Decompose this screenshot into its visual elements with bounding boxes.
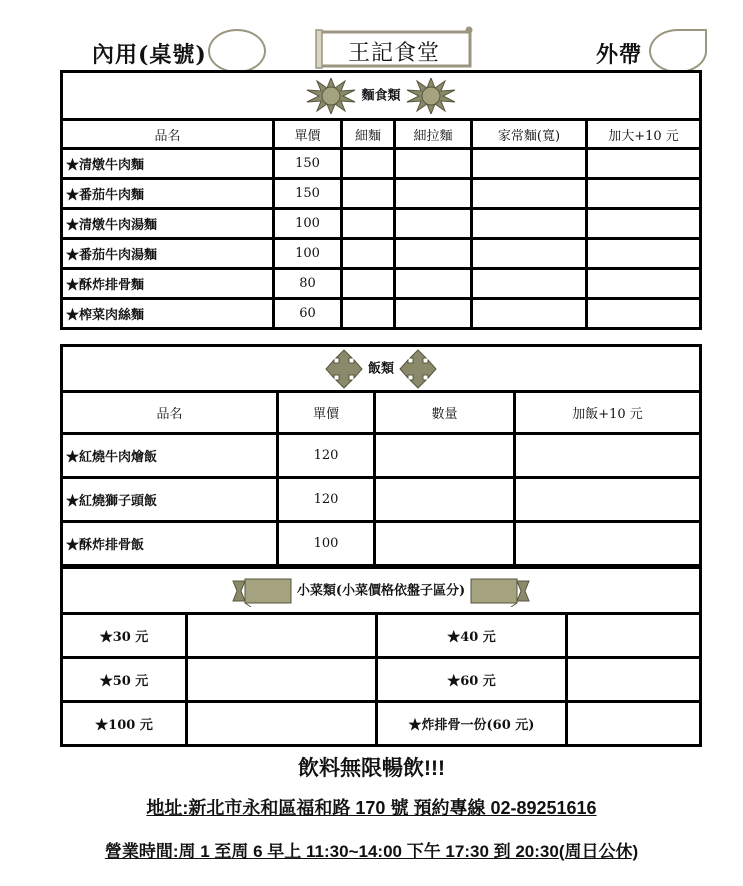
qty-cell[interactable] [587, 239, 701, 269]
noodles-section-header [62, 72, 701, 120]
qty-cell[interactable] [342, 179, 395, 209]
table-row [62, 179, 701, 209]
item-price: 100 [274, 209, 342, 239]
qty-cell[interactable] [395, 299, 472, 329]
rice-header-row [62, 392, 701, 434]
qty-cell[interactable] [472, 269, 587, 299]
qty-cell[interactable] [567, 614, 701, 658]
col-header-homestyle-noodle: 家常麵(寬) [472, 120, 587, 149]
item-price: 120 [278, 434, 375, 478]
col-header-thin-pulled-noodle: 細拉麵 [395, 120, 472, 149]
qty-cell[interactable] [515, 522, 701, 566]
qty-cell[interactable] [187, 702, 377, 746]
item-price: 100 [278, 522, 375, 566]
qty-cell[interactable] [472, 149, 587, 179]
col-header-price: 單價 [274, 120, 342, 149]
item-name: ★清燉牛肉湯麵 [62, 209, 274, 239]
table-row [62, 299, 701, 329]
address-line: 地址:新北市永和區福和路 170 號 預約專線 02-89251616 [146, 798, 597, 818]
qty-cell[interactable] [587, 299, 701, 329]
table-row [62, 149, 701, 179]
sides-section-header [62, 568, 701, 614]
item-name: ★紅燒牛肉燴飯 [62, 434, 278, 478]
qty-cell[interactable] [587, 209, 701, 239]
rice-table [60, 344, 702, 567]
qty-cell[interactable] [342, 209, 395, 239]
table-number-oval[interactable] [208, 29, 266, 73]
business-hours: 營業時間:周 1 至周 6 早上 11:30~14:00 下午 17:30 到 20:30(周日公休) [104, 842, 639, 861]
noodles-table [60, 70, 702, 330]
shop-name: 王記食堂 [347, 41, 440, 66]
col-header-name: 品名 [62, 392, 278, 434]
takeout-oval[interactable] [649, 29, 707, 73]
col-header-price: 單價 [278, 392, 375, 434]
diamond-ornament-icon [399, 349, 437, 389]
col-header-extra-rice: 加飯+10 元 [515, 392, 701, 434]
item-price: 100 [274, 239, 342, 269]
side-price-label: ★60 元 [377, 658, 567, 702]
takeout-label: 外帶 [596, 42, 643, 68]
item-price: 60 [274, 299, 342, 329]
qty-cell[interactable] [395, 209, 472, 239]
item-name: ★紅燒獅子頭飯 [62, 478, 278, 522]
col-header-quantity: 數量 [375, 392, 515, 434]
sun-ornament-icon [305, 78, 357, 114]
qty-cell[interactable] [395, 179, 472, 209]
item-price: 150 [274, 179, 342, 209]
col-header-thin-noodle: 細麵 [342, 120, 395, 149]
qty-cell[interactable] [515, 478, 701, 522]
qty-cell[interactable] [375, 434, 515, 478]
qty-cell[interactable] [395, 269, 472, 299]
qty-cell[interactable] [342, 269, 395, 299]
table-row [62, 522, 701, 566]
sides-section-title: 小菜類(小菜價格依盤子區分) [296, 583, 466, 598]
rice-section-header [62, 346, 701, 392]
table-row [62, 434, 701, 478]
dine-in-label: 內用(桌號) [92, 42, 207, 68]
table-row [62, 269, 701, 299]
qty-cell[interactable] [342, 149, 395, 179]
qty-cell[interactable] [515, 434, 701, 478]
side-price-label: ★30 元 [62, 614, 187, 658]
item-name: ★清燉牛肉麵 [62, 149, 274, 179]
qty-cell[interactable] [587, 149, 701, 179]
sides-table [60, 566, 702, 747]
item-name: ★番茄牛肉麵 [62, 179, 274, 209]
qty-cell[interactable] [472, 209, 587, 239]
qty-cell[interactable] [587, 269, 701, 299]
rice-section-title: 飯類 [367, 361, 394, 376]
item-name: ★榨菜肉絲麵 [62, 299, 274, 329]
table-row [62, 614, 701, 658]
ribbon-ornament-icon [469, 575, 531, 607]
side-price-label: ★100 元 [62, 702, 187, 746]
qty-cell[interactable] [375, 478, 515, 522]
qty-cell[interactable] [567, 702, 701, 746]
side-price-label: ★40 元 [377, 614, 567, 658]
noodles-header-row [62, 120, 701, 149]
qty-cell[interactable] [472, 299, 587, 329]
qty-cell[interactable] [587, 179, 701, 209]
qty-cell[interactable] [342, 299, 395, 329]
table-row [62, 209, 701, 239]
table-row [62, 702, 701, 746]
table-row [62, 478, 701, 522]
item-name: ★酥炸排骨麵 [62, 269, 274, 299]
item-price: 80 [274, 269, 342, 299]
item-price: 150 [274, 149, 342, 179]
side-price-label: ★50 元 [62, 658, 187, 702]
qty-cell[interactable] [567, 658, 701, 702]
qty-cell[interactable] [375, 522, 515, 566]
drinks-note: 飲料無限暢飲!!! [298, 757, 445, 780]
col-header-large-size: 加大+10 元 [587, 120, 701, 149]
qty-cell[interactable] [395, 239, 472, 269]
qty-cell[interactable] [342, 239, 395, 269]
qty-cell[interactable] [395, 149, 472, 179]
table-row [62, 658, 701, 702]
qty-cell[interactable] [472, 239, 587, 269]
side-price-label: ★炸排骨一份(60 元) [377, 702, 567, 746]
noodles-section-title: 麵食類 [361, 88, 401, 103]
table-row [62, 239, 701, 269]
item-name: ★番茄牛肉湯麵 [62, 239, 274, 269]
qty-cell[interactable] [187, 658, 377, 702]
qty-cell[interactable] [187, 614, 377, 658]
col-header-name: 品名 [62, 120, 274, 149]
sun-ornament-icon [405, 78, 457, 114]
item-price: 120 [278, 478, 375, 522]
diamond-ornament-icon [325, 349, 363, 389]
ribbon-ornament-icon [231, 575, 293, 607]
qty-cell[interactable] [472, 179, 587, 209]
item-name: ★酥炸排骨飯 [62, 522, 278, 566]
